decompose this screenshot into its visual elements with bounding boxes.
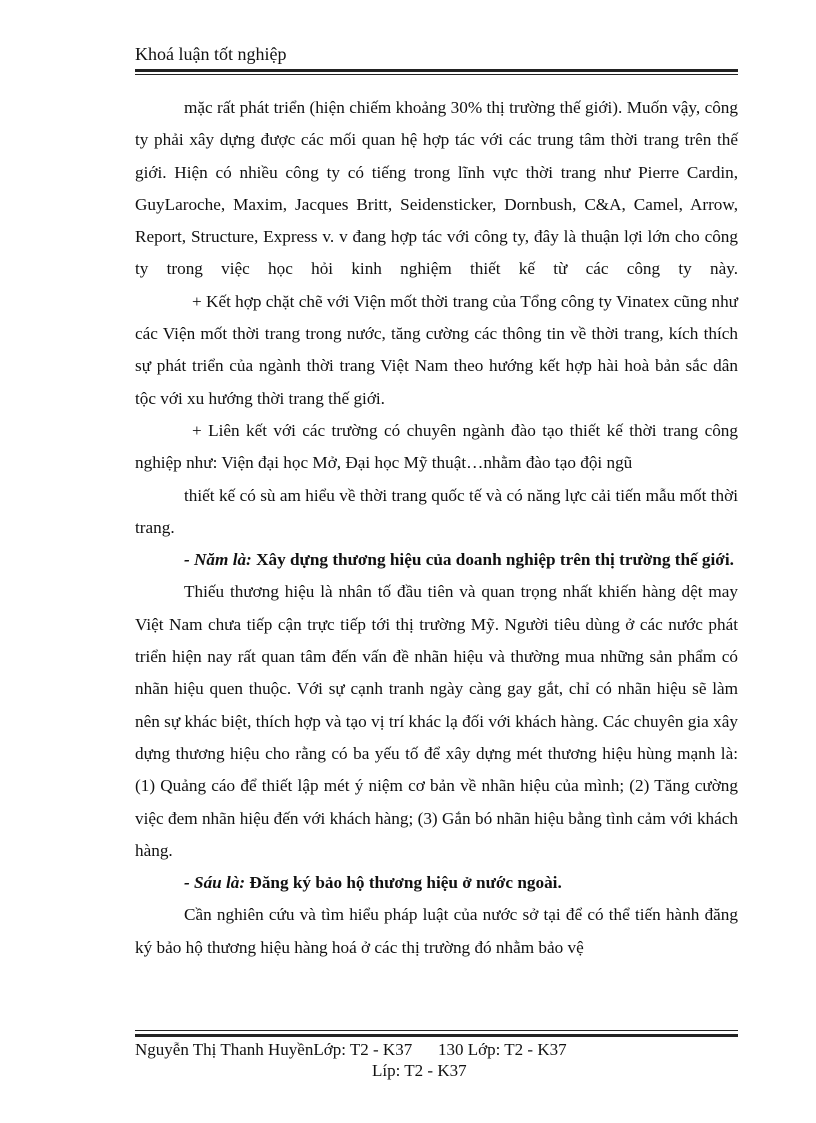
footer-class-line2: Líp: T2 - K37 <box>372 1061 467 1080</box>
heading-nam-la-text: Xây dựng thương hiệu của doanh nghiệp trên thị trường thế giới. <box>251 550 734 570</box>
footer-overlap <box>438 1040 567 1060</box>
footer-author: Nguyễn Thị Thanh Huyền <box>135 1040 314 1059</box>
footer-class-repeat: Lớp: T2 - K37 <box>467 1040 567 1059</box>
paragraph-design-staff: thiết kế có sù am hiểu về thời trang quốc tế và có năng lực cải tiến mẫu mốt thời trang. <box>135 485 738 537</box>
document-body <box>135 92 738 964</box>
page-header-title: Khoá luận tốt nghiệp <box>135 44 287 64</box>
header-rule-thin <box>135 74 738 75</box>
paragraph-university-links: + Liên kết với các trường có chuyên ngành đào tạo thiết kế thời trang công nghiệp như: Viện đại học Mở, Đại học Mỹ thuật…nhằm đào tạo đội ngũ <box>135 420 738 473</box>
footer-rule-thick <box>135 1034 738 1037</box>
header-rule-thick <box>135 69 738 72</box>
paragraph-trademark-registration: Cần nghiên cứu và tìm hiểu pháp luật của nước sở tại để có thể tiến hành đăng ký bảo hộ thương hiệu hàng hoá ở các thị trường đó nhằm bảo vệ <box>135 905 738 957</box>
footer-class-label: Lớp: T2 - K37 <box>313 1040 413 1059</box>
paragraph-fashion-partners: mặc rất phát triển (hiện chiếm khoảng 30% thị trường thế giới). Muốn vậy, công ty phải xây dựng được các mối quan hệ hợp tác với các trung tâm thời trang trên thế giới. Hiện có nhiều công ty có tiếng trong lĩnh vực thời trang như Pierre Cardin, GuyLaroche, Maxim, Jacques Britt, Seidensticker, Dornbush, C&A, Camel, Arrow, Report, Structure, Express v. v đang hợp tác với công ty, đây là thuận lợi lớn cho công ty trong việc học hỏi kinh nghiệm thiết kế từ các công ty này. <box>135 98 738 279</box>
heading-sau-la-text: Đăng ký bảo hộ thương hiệu ở nước ngoài. <box>245 873 562 893</box>
footer-page-number: 130 <box>438 1040 464 1059</box>
heading-sau-la <box>135 867 738 899</box>
footer-line <box>135 1040 412 1060</box>
paragraph-vinatex-institute: + Kết hợp chặt chẽ với Viện mốt thời trang của Tổng công ty Vinatex cũng như các Viện mốt thời trang trong nước, tăng cường các thông tin về thời trang, kích thích sự phát triển của ngành thời trang Việt Nam theo hướng kết hợp hài hoà bản sắc dân tộc với xu hướng thời trang thế giới. <box>135 291 738 408</box>
footer-rule-thin <box>135 1030 738 1031</box>
heading-sau-la-label: - Sáu là: <box>184 873 246 893</box>
paragraph-brand-importance: Thiếu thương hiệu là nhân tố đầu tiên và quan trọng nhất khiến hàng dệt may Việt Nam chưa tiếp cận trực tiếp tới thị trường Mỹ. Người tiêu dùng ở các nước phát triển hiện nay rất quan tâm đến vấn đề nhãn hiệu và thường mua những sản phẩm có nhãn hiệu quen thuộc. Với sự cạnh tranh ngày càng gay gắt, chỉ có nhãn hiệu sẽ làm nên sự khác biệt, thích hợp và tạo vị trí khác lạ đối với khách hàng. Các chuyên gia xây dựng thương hiệu cho rằng có ba yếu tố để xây dựng mét thương hiệu hùng mạnh là: (1) Quảng cáo để thiết lập mét ý niệm cơ bản về nhãn hiệu của mình; (2) Tăng cường việc đem nhãn hiệu đến với khách hàng; (3) Gắn bó nhãn hiệu bằng tình cảm với khách hàng. <box>135 582 738 860</box>
heading-nam-la-label: - Năm là: <box>184 550 252 570</box>
heading-nam-la <box>135 544 738 576</box>
